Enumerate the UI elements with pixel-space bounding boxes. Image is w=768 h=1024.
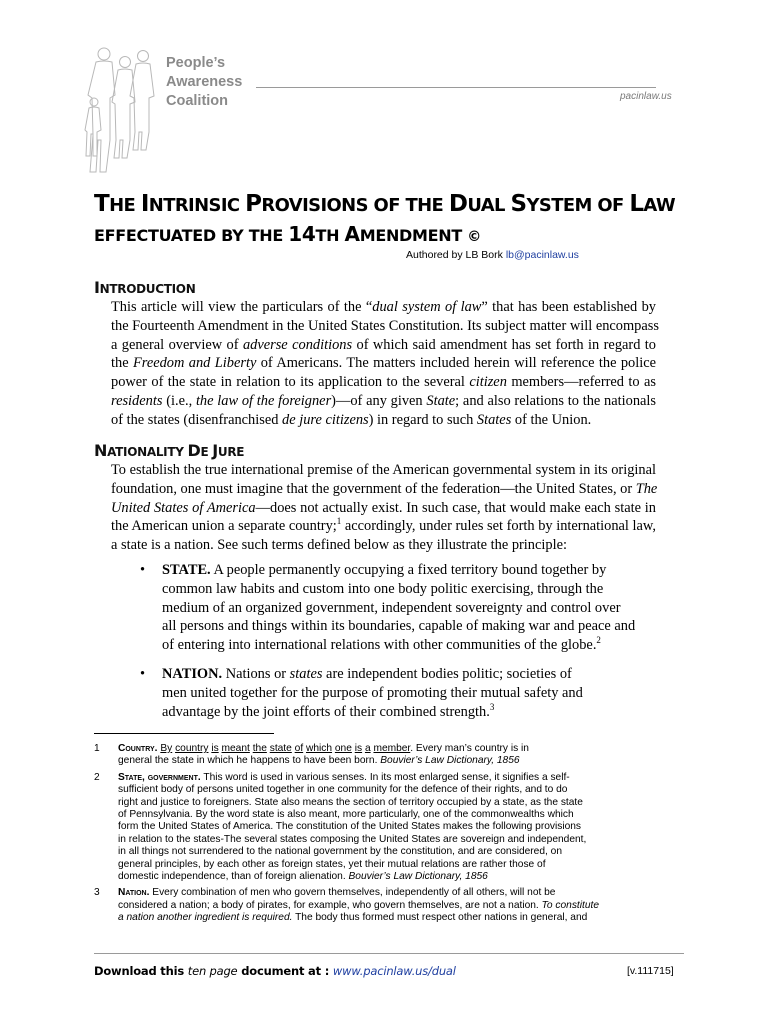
version-label: [v.111715] [627,965,674,977]
emphasis-text: States [476,411,512,428]
footnote-2 [94,772,674,884]
title-letter: A [344,222,360,246]
footnote-underlined-word: is [211,743,219,754]
footnote-text: of Pennsylvania. By the word state is also meant, more particularly, one of the commonwealths which [118,809,574,821]
footnote-number: 3 [94,887,100,899]
footer-emphasis: ten page [187,964,238,978]
paragraph-line [111,392,656,411]
heading-rest: NTRODUCTION [99,282,196,296]
title-letter: S [510,191,527,217]
title-number: 14 [288,222,316,246]
download-link[interactable]: www.pacinlaw.us/dual [332,964,456,978]
title-ordinal: TH [315,226,345,245]
footnote-underlined-word: of [294,743,304,754]
body-text: of which said amendment has set forth in regard to [352,336,657,353]
footnote-number: 1 [94,743,100,754]
title-prefix: EFFECTUATED BY THE [94,226,289,245]
definition-text: all persons and things within its boundaries, capable of making war and peace and [162,618,636,635]
footnote-underlined-word: which [306,743,333,754]
definition-text: of entering into international relations with other communities of the globe. [162,637,597,654]
footer-text: Download this [94,964,188,978]
body-text: a state is a nation. See such terms defined below as they illustrate the principle: [111,537,567,554]
definition-state [140,561,660,655]
body-text: accordingly, under rules set forth by international law, [341,518,656,535]
footnote-underlined-word: a [364,743,371,754]
paragraph-line [111,336,656,355]
body-text: a general overview of [111,336,243,353]
footnote-text: general principles, by each other as foreign states, yet their mutual relations are rather those of [118,858,546,870]
title-word: NTRINSIC [148,195,246,216]
title-word: UAL [467,195,511,216]
footnote-text: general the state in which he happens to have been born. [118,755,378,767]
emphasis-text: residents [111,392,163,409]
paragraph-line [111,298,656,317]
definition-list [140,561,660,731]
body-text: ; and also relations to the nationals [455,392,656,409]
title-word: ROVISIONS OF THE [261,195,449,216]
org-name-line2: Awareness [166,74,243,90]
paragraph-line [111,536,656,555]
paragraph-line [111,499,656,518]
coalition-logo-figures [82,40,162,180]
emphasis-text: Freedom and Liberty [132,355,257,372]
footnote-term: Nation. [118,887,150,899]
footnote-emphasis: To constitute [541,899,599,911]
definition-term: NATION. [162,665,223,682]
title-letter: T [94,191,110,217]
emphasis-text: The [635,480,658,497]
definition-text: common law habits and custom into one body politic exercising, through the [162,580,604,597]
bullet-icon: • [140,665,146,682]
footnote-underlined-word: meant [221,743,250,754]
footnote-1 [94,743,674,768]
paragraph-line [111,373,656,392]
footnote-emphasis: a nation another ingredient is required. [118,912,293,924]
emphasis-text: adverse conditions [242,336,353,353]
heading-cap: N [94,441,108,460]
footnote-text: This word is used in various senses. In its most enlarged sense, it signifies a self- [200,771,570,783]
copyright-symbol: © [467,229,481,245]
title-letter: L [629,191,644,217]
footnote-text: right and justice to foreigners. State also means the section of territory occupied by a state, as the state [118,796,583,808]
body-text: To establish the true international premise of the American governmental system in its original [111,462,656,478]
emphasis-text: United States of America [111,499,256,516]
footnote-underlined-word: state [269,743,292,754]
heading-cap: J [212,441,218,460]
title-word: AW [643,195,676,216]
body-text: of the states (disenfranchised [111,411,283,428]
emphasis-text: the law of the foreigner [195,392,332,409]
author-byline [406,249,579,261]
definition-text: advantage by the joint efforts of their combined strength. [162,703,490,720]
author-email-link[interactable]: lb@pacinlaw.us [505,249,579,261]
bullet-icon: • [140,562,146,578]
definition-text: are independent bodies politic; societies of [322,665,572,682]
body-text: foundation, one must imagine that the government of the federation—the United States, or [111,480,636,497]
document-title-line2 [94,222,481,246]
org-name-line1: People’s [166,55,226,71]
paragraph-line [111,517,656,536]
footnote-separator [94,733,274,734]
footer-text: document at : [237,964,333,978]
body-text: ) in regard to such [368,411,477,428]
header-divider [256,87,656,88]
footnote-ref[interactable]: 2 [596,635,601,646]
paragraph-line [111,480,656,499]
paragraph-line [111,461,656,480]
org-name-line3: Coalition [166,93,229,109]
footnote-text: Every combination of men who govern themselves, independently of all others, will not be [149,887,556,899]
footer-divider [94,953,684,954]
title-word: MENDMENT [359,226,468,245]
footnote-number: 2 [94,771,100,783]
footnote-source: Bouvier’s Law Dictionary, 1856 [348,871,488,883]
title-letter: D [448,191,468,217]
definition-term: STATE. [162,562,211,578]
emphasis-text: de jure citizens [282,411,369,428]
footnote-source: Bouvier’s Law Dictionary, 1856 [380,755,520,767]
emphasis-text: citizen [469,374,507,391]
body-text: the [111,355,133,372]
footnote-3 [94,887,674,924]
footnote-term: State, government. [118,771,201,783]
footnote-underlined-word: is [354,743,363,754]
footnote-ref[interactable]: 3 [489,701,495,712]
footer-download-note [94,964,456,978]
body-text: members—referred to as [506,374,657,391]
title-word: YSTEM OF [526,195,630,216]
footnote-text: in relation to the states-The several states composing the United States are sovereign and independent, [118,833,587,845]
footnote-text: considered a nation; a body of pirates, for example, who govern themselves, are not a nation. [118,899,542,911]
body-text: (i.e., [162,392,196,409]
document-title-line1 [94,191,675,217]
footnote-term: Country. [118,743,158,754]
heading-cap: D [187,441,201,460]
body-text: the American union a separate country; [111,518,337,535]
paragraph-line [111,354,656,373]
paragraph-line [111,411,656,430]
byline-text: Authored by LB Bork [406,249,506,261]
body-text: the Fourteenth Amendment in the United States Constitution. Its subject matter will encompass [111,317,659,334]
organization-name [166,54,242,111]
footnote-text: domestic independence, than of foreign alienation. [118,871,349,883]
body-text: of Americans. The matters included herein will reference the police [256,355,657,372]
title-letter: P [245,191,262,217]
footnote-text: sufficient body of persons united together in one community for the defence of their rights, and to do [118,784,568,796]
footnotes [94,743,674,929]
section-heading-nationality [94,441,244,460]
definition-text: men united together for the purpose of promoting their mutual safety and [162,684,583,701]
heading-rest: ATIONALITY [107,445,188,459]
footnote-underlined-word: country [175,743,209,754]
nationality-paragraph [111,461,656,555]
footnote-underlined-word: the [252,743,267,754]
definition-text: Nations or [222,665,290,682]
footnote-text: form the United States of America. The constitution of the United States makes the following provisions [118,821,582,833]
introduction-paragraph [111,298,659,430]
title-letter: I [140,191,149,217]
footnote-text: in all things not surrendered to the national government by the constitution, and are considered, on [118,846,563,858]
body-text: of the Union. [511,411,592,428]
definition-nation [140,665,660,721]
footnote-ref[interactable]: 1 [336,516,342,527]
definition-text: medium of an organized government, independent sovereignty and control over [162,599,621,616]
body-text: ” that has been established by [481,299,656,315]
footnote-underlined-word: member [373,743,411,754]
definition-emphasis: states [289,665,323,682]
paragraph-line [111,317,659,336]
footnote-underlined-word: one [334,743,352,754]
header-site-url[interactable]: pacinlaw.us [620,91,672,102]
footnote-text: . Every man’s country is in [410,743,529,754]
body-text: )—of any given [331,392,427,409]
body-text: This article will view the particulars of the “ [111,299,373,315]
footnote-text: The body thus formed must respect other nations in general, and [292,912,588,924]
heading-rest: URE [217,445,245,459]
emphasis-text: State [426,392,456,409]
emphasis-text: dual system of law [372,299,482,315]
section-heading-introduction [94,278,195,297]
definition-text: A people permanently occupying a fixed territory bound together by [210,562,607,578]
body-text: power of the state in relation to its application to the several [111,374,470,391]
title-word: HE [109,195,141,216]
heading-cap: I [94,278,100,297]
heading-rest: E [200,445,213,459]
body-text: —does not actually exist. In such case, that would make each state in [255,499,656,516]
footnote-underlined-word: By [160,743,173,754]
